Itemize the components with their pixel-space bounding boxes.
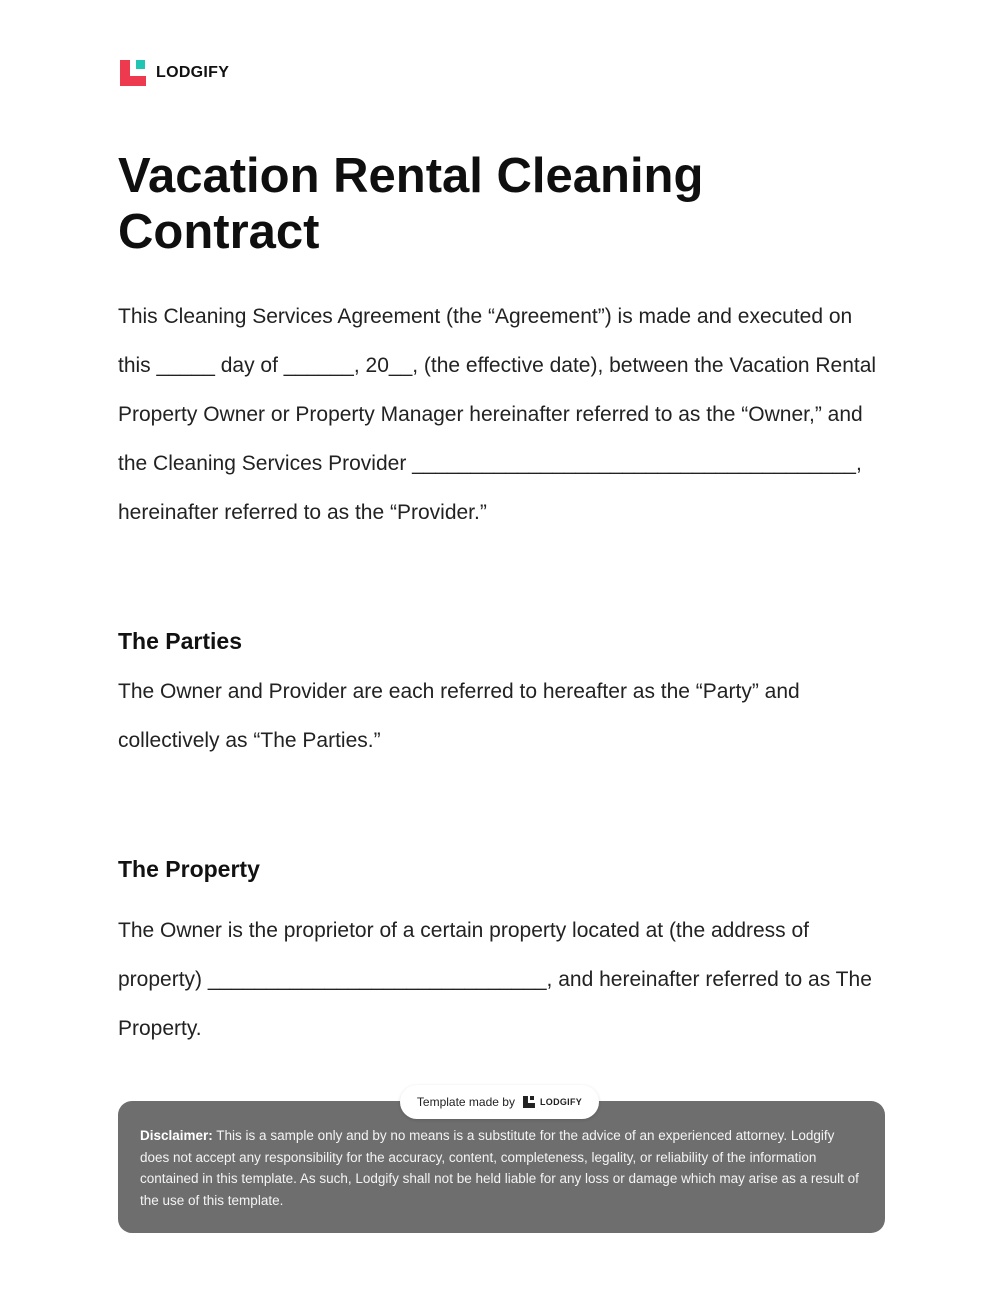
property-paragraph — [118, 906, 908, 1053]
intro-line: This Cleaning Services Agreement (the “Agreement”) is made and executed on — [118, 305, 853, 328]
made-by-logo — [523, 1096, 582, 1108]
lodgify-logo-icon — [120, 60, 146, 86]
disclaimer-label: Disclaimer: — [140, 1128, 213, 1143]
intro-line: the Cleaning Services Provider ______________________________________, — [118, 452, 862, 475]
parties-paragraph — [118, 667, 908, 765]
logo-text: LODGIFY — [156, 64, 230, 81]
disclaimer-body: This is a sample only and by no means is a substitute for the advice of an experienced attorney. Lodgify does not accept any responsibility for the accuracy, content, completeness, legality, or reliability of the information contained in this template. As such, Lodgify shall not be held liable for any loss or damage which may arise as a result of the use of this template. — [140, 1128, 859, 1208]
parties-line: collectively as “The Parties.” — [118, 729, 381, 752]
lodgify-mini-logo-icon — [523, 1096, 535, 1108]
property-line: property) _____________________________, and hereinafter referred to as The — [118, 968, 872, 991]
property-heading: The Property — [118, 856, 260, 882]
intro-paragraph — [118, 292, 908, 537]
property-line: The Owner is the proprietor of a certain property located at (the address of — [118, 919, 810, 942]
parties-line: The Owner and Provider are each referred to hereafter as the “Party” and — [118, 680, 800, 703]
document-title — [118, 148, 878, 260]
intro-line: hereinafter referred to as the “Provider.” — [118, 501, 487, 524]
parties-heading: The Parties — [118, 628, 242, 654]
intro-line: Property Owner or Property Manager hereinafter referred to as the “Owner,” and — [118, 403, 863, 426]
title-line-2: Contract — [118, 205, 320, 259]
made-by-brand: LODGIFY — [539, 1097, 583, 1107]
property-line: Property. — [118, 1017, 202, 1040]
disclaimer-text — [140, 1125, 863, 1211]
intro-line: this _____ day of ______, 20__, (the effective date), between the Vacation Rental — [118, 354, 877, 377]
lodgify-logo — [120, 60, 229, 86]
title-line-1: Vacation Rental Cleaning — [118, 149, 704, 203]
disclaimer-box — [118, 1101, 885, 1233]
made-by-label: Template made by — [416, 1095, 515, 1109]
template-made-by-badge — [400, 1085, 599, 1119]
